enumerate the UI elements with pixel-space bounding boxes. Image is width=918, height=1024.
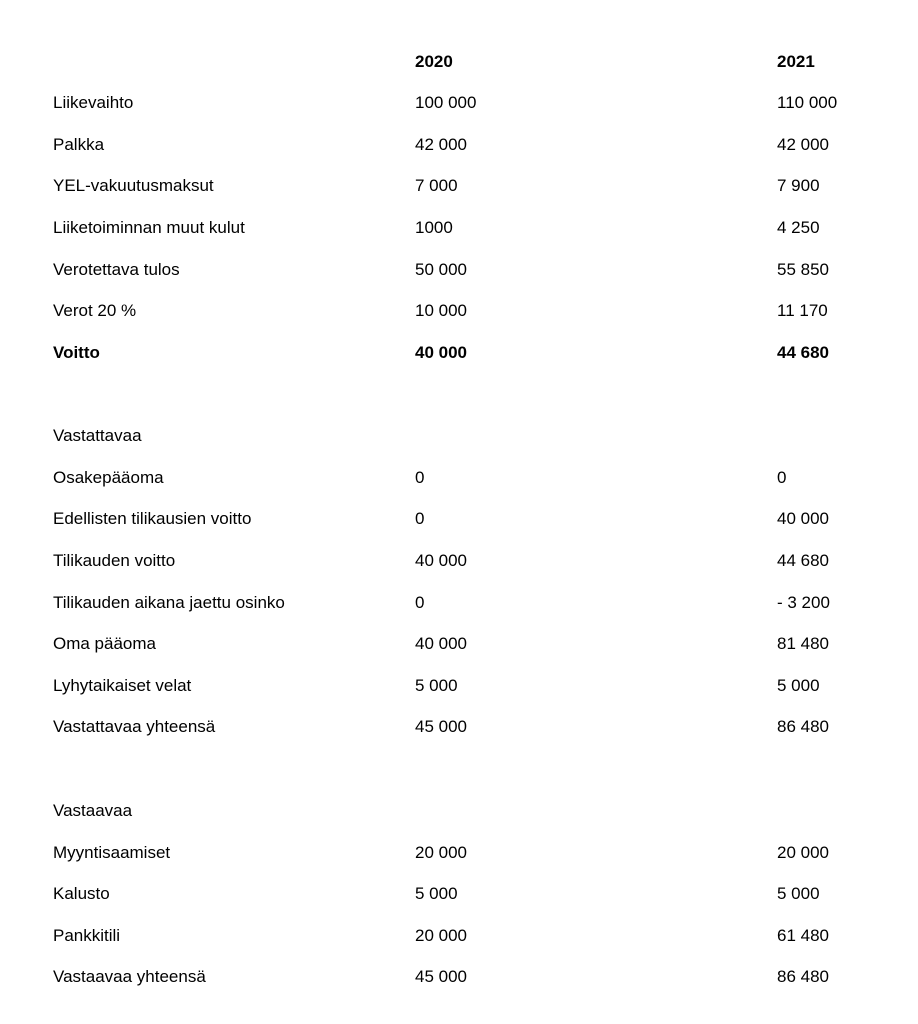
row-label: Voitto bbox=[53, 343, 100, 362]
table-row bbox=[0, 133, 918, 157]
row-label: Tilikauden voitto bbox=[53, 551, 176, 570]
table-row bbox=[0, 216, 918, 240]
value-2021: 0 bbox=[777, 468, 787, 487]
row-label: Palkka bbox=[53, 135, 105, 154]
row-label: Lyhytaikaiset velat bbox=[53, 676, 192, 695]
row-label: Vastattavaa yhteensä bbox=[53, 717, 216, 736]
table-row bbox=[0, 466, 918, 490]
value-2020: 5 000 bbox=[415, 884, 458, 903]
value-2020: 40 000 bbox=[415, 634, 467, 653]
value-2021: 86 480 bbox=[777, 717, 829, 736]
value-2021: 11 170 bbox=[777, 301, 828, 320]
value-2021: 40 000 bbox=[777, 509, 829, 528]
value-2020: 0 bbox=[415, 593, 425, 612]
year-2021-header: 2021 bbox=[777, 52, 815, 71]
value-2021: 5 000 bbox=[777, 884, 820, 903]
row-label: Kalusto bbox=[53, 884, 110, 903]
value-2020: 100 000 bbox=[415, 93, 477, 112]
value-2020: 45 000 bbox=[415, 967, 467, 986]
value-2021: 44 680 bbox=[777, 551, 829, 570]
value-2021: - 3 200 bbox=[777, 593, 830, 612]
row-label: Verot 20 % bbox=[53, 301, 137, 320]
value-2020: 7 000 bbox=[415, 176, 458, 195]
value-2021: 5 000 bbox=[777, 676, 820, 695]
value-2021: 44 680 bbox=[777, 343, 829, 362]
table-row bbox=[0, 591, 918, 615]
table-row bbox=[0, 965, 918, 989]
table-row bbox=[0, 91, 918, 115]
row-label: YEL-vakuutusmaksut bbox=[53, 176, 214, 195]
row-label: Edellisten tilikausien voitto bbox=[53, 509, 252, 528]
value-2021: 42 000 bbox=[777, 135, 829, 154]
row-label: Verotettava tulos bbox=[53, 260, 180, 279]
table-row bbox=[0, 882, 918, 906]
section-title-row bbox=[0, 799, 918, 823]
value-2021: 61 480 bbox=[777, 926, 829, 945]
table-row bbox=[0, 674, 918, 698]
assets-title: Vastaavaa bbox=[53, 801, 133, 820]
table-row bbox=[0, 174, 918, 198]
value-2020: 42 000 bbox=[415, 135, 467, 154]
table-row bbox=[0, 258, 918, 282]
value-2020: 20 000 bbox=[415, 926, 467, 945]
row-label: Tilikauden aikana jaettu osinko bbox=[53, 593, 285, 612]
value-2020: 10 000 bbox=[415, 301, 467, 320]
value-2021: 20 000 bbox=[777, 843, 829, 862]
value-2020: 0 bbox=[415, 509, 425, 528]
value-2020: 1000 bbox=[415, 218, 453, 237]
value-2021: 86 480 bbox=[777, 967, 829, 986]
value-2020: 45 000 bbox=[415, 717, 467, 736]
row-label: Osakepääoma bbox=[53, 468, 164, 487]
row-label: Liiketoiminnan muut kulut bbox=[53, 218, 245, 237]
value-2020: 40 000 bbox=[415, 551, 467, 570]
value-2021: 55 850 bbox=[777, 260, 829, 279]
row-label: Oma pääoma bbox=[53, 634, 156, 653]
value-2021: 4 250 bbox=[777, 218, 820, 237]
value-2021: 81 480 bbox=[777, 634, 829, 653]
row-label: Pankkitili bbox=[53, 926, 121, 945]
table-row bbox=[0, 924, 918, 948]
section-title-row bbox=[0, 424, 918, 448]
liabilities-title: Vastattavaa bbox=[53, 426, 142, 445]
row-label: Liikevaihto bbox=[53, 93, 134, 112]
row-label: Myyntisaamiset bbox=[53, 843, 171, 862]
row-label: Vastaavaa yhteensä bbox=[53, 967, 206, 986]
table-row bbox=[0, 632, 918, 656]
value-2020: 50 000 bbox=[415, 260, 467, 279]
year-header-row bbox=[0, 50, 918, 74]
table-row bbox=[0, 549, 918, 573]
value-2021: 110 000 bbox=[777, 93, 838, 112]
table-row bbox=[0, 507, 918, 531]
table-row bbox=[0, 715, 918, 739]
value-2020: 5 000 bbox=[415, 676, 458, 695]
value-2020: 40 000 bbox=[415, 343, 467, 362]
value-2020: 0 bbox=[415, 468, 425, 487]
value-2021: 7 900 bbox=[777, 176, 820, 195]
table-row bbox=[0, 299, 918, 323]
table-row bbox=[0, 841, 918, 865]
value-2020: 20 000 bbox=[415, 843, 467, 862]
year-2020-header: 2020 bbox=[415, 52, 453, 71]
profit-row bbox=[0, 341, 918, 365]
